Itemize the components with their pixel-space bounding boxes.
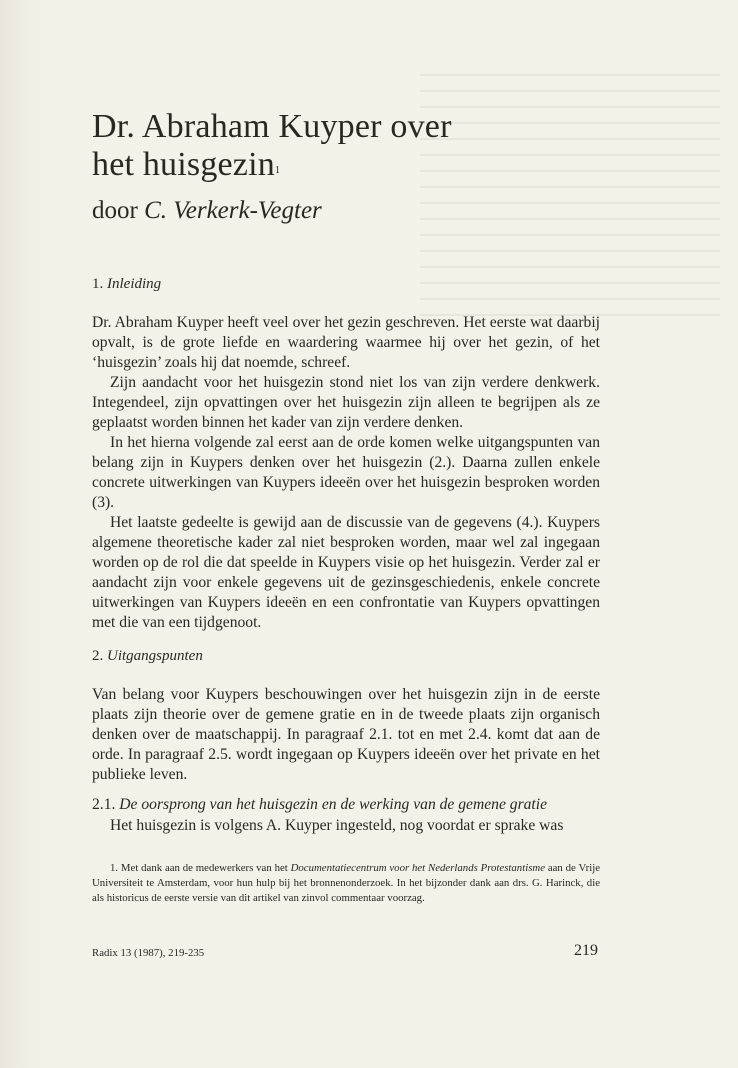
title-line-2: het huisgezin xyxy=(92,146,275,183)
footnote-text-start: 1. Met dank aan de medewerkers van het xyxy=(110,862,291,874)
section-2-number: 2. xyxy=(92,648,107,664)
title-footnote-mark[interactable]: 1 xyxy=(274,165,281,176)
title-line-1: Dr. Abraham Kuyper over xyxy=(92,108,452,145)
section-1-number: 1. xyxy=(92,276,107,292)
paragraph: In het hierna volgende zal eerst aan de orde komen welke uitgangspunten van belang zijn in Kuypers denken over het huisgezin (2.). Daarna zullen enkele concrete uitwerkingen van Kuypers ideeën over het huisgezin besproken worden (3). xyxy=(92,434,600,511)
footnote-text-end: aan de Vrije Universiteit te Amsterdam, voor hun hulp bij het bronnenonderzoek. In het bijzonder dank aan drs. G. Harinck, die als historicus de eerste versie van dit artikel van zinvol commentaar voorzag. xyxy=(92,862,600,904)
section-2-1-number: 2.1. xyxy=(92,796,120,813)
section-2-body xyxy=(92,685,600,785)
paragraph: Het huisgezin is volgens A. Kuyper ingesteld, nog voordat er sprake was xyxy=(110,817,564,834)
page-number: 219 xyxy=(574,942,598,959)
section-2-heading xyxy=(92,648,203,665)
section-2-1-body xyxy=(92,816,600,836)
paragraph: Van belang voor Kuypers beschouwingen over het huisgezin zijn in de eerste plaats zijn theorie over de gemene gratie en in de tweede plaats zijn organisch denken over de maatschappij. In paragraaf 2.1. tot en met 2.4. komt dat aan de orde. In paragraaf 2.5. wordt ingegaan op Kuypers ideeën over het private en het publieke leven. xyxy=(92,686,600,783)
section-2-1-heading xyxy=(92,796,547,814)
article-title xyxy=(92,108,452,184)
section-1-heading xyxy=(92,276,161,293)
paragraph: Dr. Abraham Kuyper heeft veel over het gezin geschreven. Het eerste wat daarbij opvalt, is de grote liefde en waardering waarmee hij over het gezin, of het ‘huisgezin’ zoals hij dat noemde, schreef. xyxy=(92,314,600,371)
journal-citation: Radix 13 (1987), 219-235 xyxy=(92,947,205,959)
footnote-institution: Documentatiecentrum voor het Nederlands Protestantisme xyxy=(290,862,545,874)
author-byline xyxy=(92,197,322,225)
section-1-body xyxy=(92,313,600,633)
author-name: C. Verkerk-Vegter xyxy=(144,197,322,224)
page-edge-shadow xyxy=(0,0,40,1068)
footnote-1 xyxy=(92,861,600,906)
paragraph: Het laatste gedeelte is gewijd aan de discussie van de gegevens (4.). Kuypers algemene theoretische kader zal niet besproken worden, maar wel zal ingegaan worden op de rol die dat speelde in Kuypers visie op het huisgezin. Verder zal er aandacht zijn voor enkele gegevens uit de gezinsgeschiedenis, enkele concrete uitwerkingen van Kuypers ideeën en een confrontatie van Kuypers opvattingen met die van een tijdgenoot. xyxy=(92,514,600,631)
byline-prefix: door xyxy=(92,197,145,224)
section-1-title: Inleiding xyxy=(107,276,162,292)
section-2-1-title: De oorsprong van het huisgezin en de werking van de gemene gratie xyxy=(119,796,548,813)
paragraph: Zijn aandacht voor het huisgezin stond niet los van zijn verdere denkwerk. Integendeel, zijn opvattingen over het huisgezin zijn alleen te begrijpen als ze geplaatst worden binnen het kader van zijn verdere denken. xyxy=(92,374,600,431)
section-2-title: Uitgangspunten xyxy=(107,648,203,664)
